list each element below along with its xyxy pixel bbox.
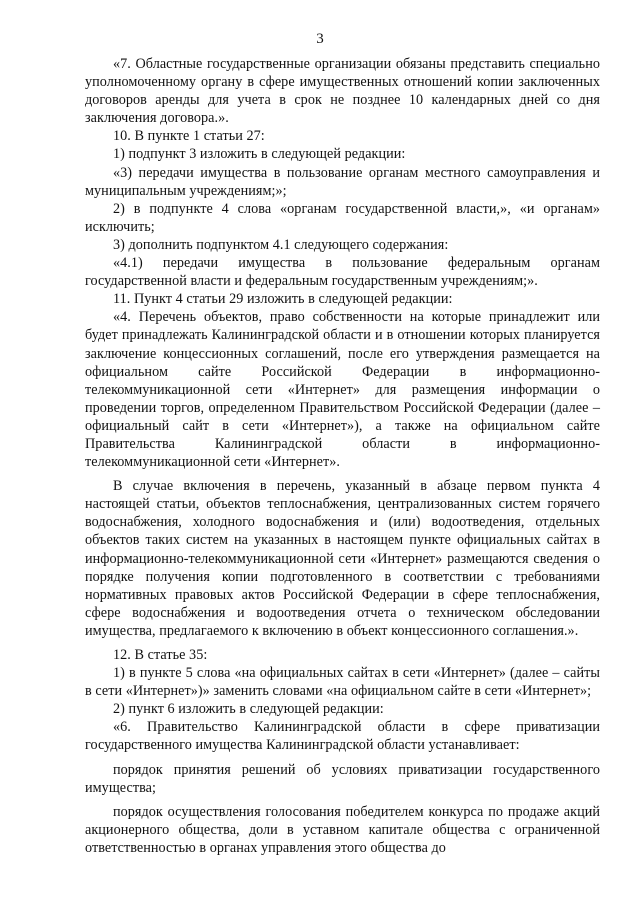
paragraph: 1) подпункт 3 изложить в следующей редакции: xyxy=(113,146,406,163)
paragraph: 3) дополнить подпунктом 4.1 следующего содержания: xyxy=(113,236,449,253)
paragraph: «4.1) передачи имущества в пользование федеральным органам государственной власти и федеральным государственным учреждениям;». xyxy=(85,255,600,290)
paragraph: порядок осуществления голосования победителем конкурса по продаже акций акционерного общества, доли в уставном капитале общества с ограниченной ответственностью в органах управления этого общества до xyxy=(85,803,600,856)
paragraph: «3) передачи имущества в пользование органам местного самоуправления и муниципальным учреждениям;»; xyxy=(85,164,600,199)
document-body xyxy=(85,55,600,857)
paragraph: В случае включения в перечень, указанный в абзаце первом пункта 4 настоящей статьи, объектов теплоснабжения, централизованных систем горячего водоснабжения, холодного водоснабжения и (или) водоотведения, отдельных объектов таких систем на указанных в настоящем пункте официальных сайтах в информационно-телекоммуникационной сети «Интернет» размещаются сведения о порядке получения копии подготовленного в соответствии с требованиями нормативных правовых актов Российской Федерации в сфере теплоснабжения, сфере водоснабжения и водоотведения отчета о техническом обследовании имущества, предлагаемого к включению в объект концессионного соглашения.». xyxy=(85,478,600,639)
page-number: 3 xyxy=(316,31,324,47)
paragraph: 12. В статье 35: xyxy=(113,647,208,663)
paragraph: 11. Пункт 4 статьи 29 изложить в следующей редакции: xyxy=(113,291,453,308)
paragraph: «6. Правительство Калининградской области в сфере приватизации государственного имущества Калининградской области устанавливает: xyxy=(85,719,600,754)
paragraph: 10. В пункте 1 статьи 27: xyxy=(113,128,265,145)
paragraph: «4. Перечень объектов, право собственности на которые принадлежит или будет принадлежать Калининградской области и в отношении которых планируется заключение концессионных соглашений, после его утверждения размещается на официальном сайте Российской Федерации в информационно-телекоммуникационной сети «Интернет» для размещения информации о проведении торгов, определенном Правительством Российской Федерации (далее – официальный сайт в сети «Интернет»), а также на официальном сайте Правительства Калининградской области в информационно-телекоммуникационной сети «Интернет». xyxy=(85,309,600,471)
paragraph: 2) пункт 6 изложить в следующей редакции: xyxy=(113,701,384,718)
paragraph: порядок принятия решений об условиях приватизации государственного имущества; xyxy=(85,761,600,796)
paragraph: 1) в пункте 5 слова «на официальных сайтах в сети «Интернет» (далее – сайты в сети «Интернет»)» заменить словами «на официальном сайте в сети «Интернет»; xyxy=(85,665,600,700)
paragraph: 2) в подпункте 4 слова «органам государственной власти,», «и органам» исключить; xyxy=(85,200,600,235)
paragraph: «7. Областные государственные организации обязаны представить специально уполномоченному органу в сфере имущественных отношений копии заключенных договоров аренды для учета в срок не позднее 10 календарных дней со дня заключения договора.». xyxy=(85,56,600,127)
